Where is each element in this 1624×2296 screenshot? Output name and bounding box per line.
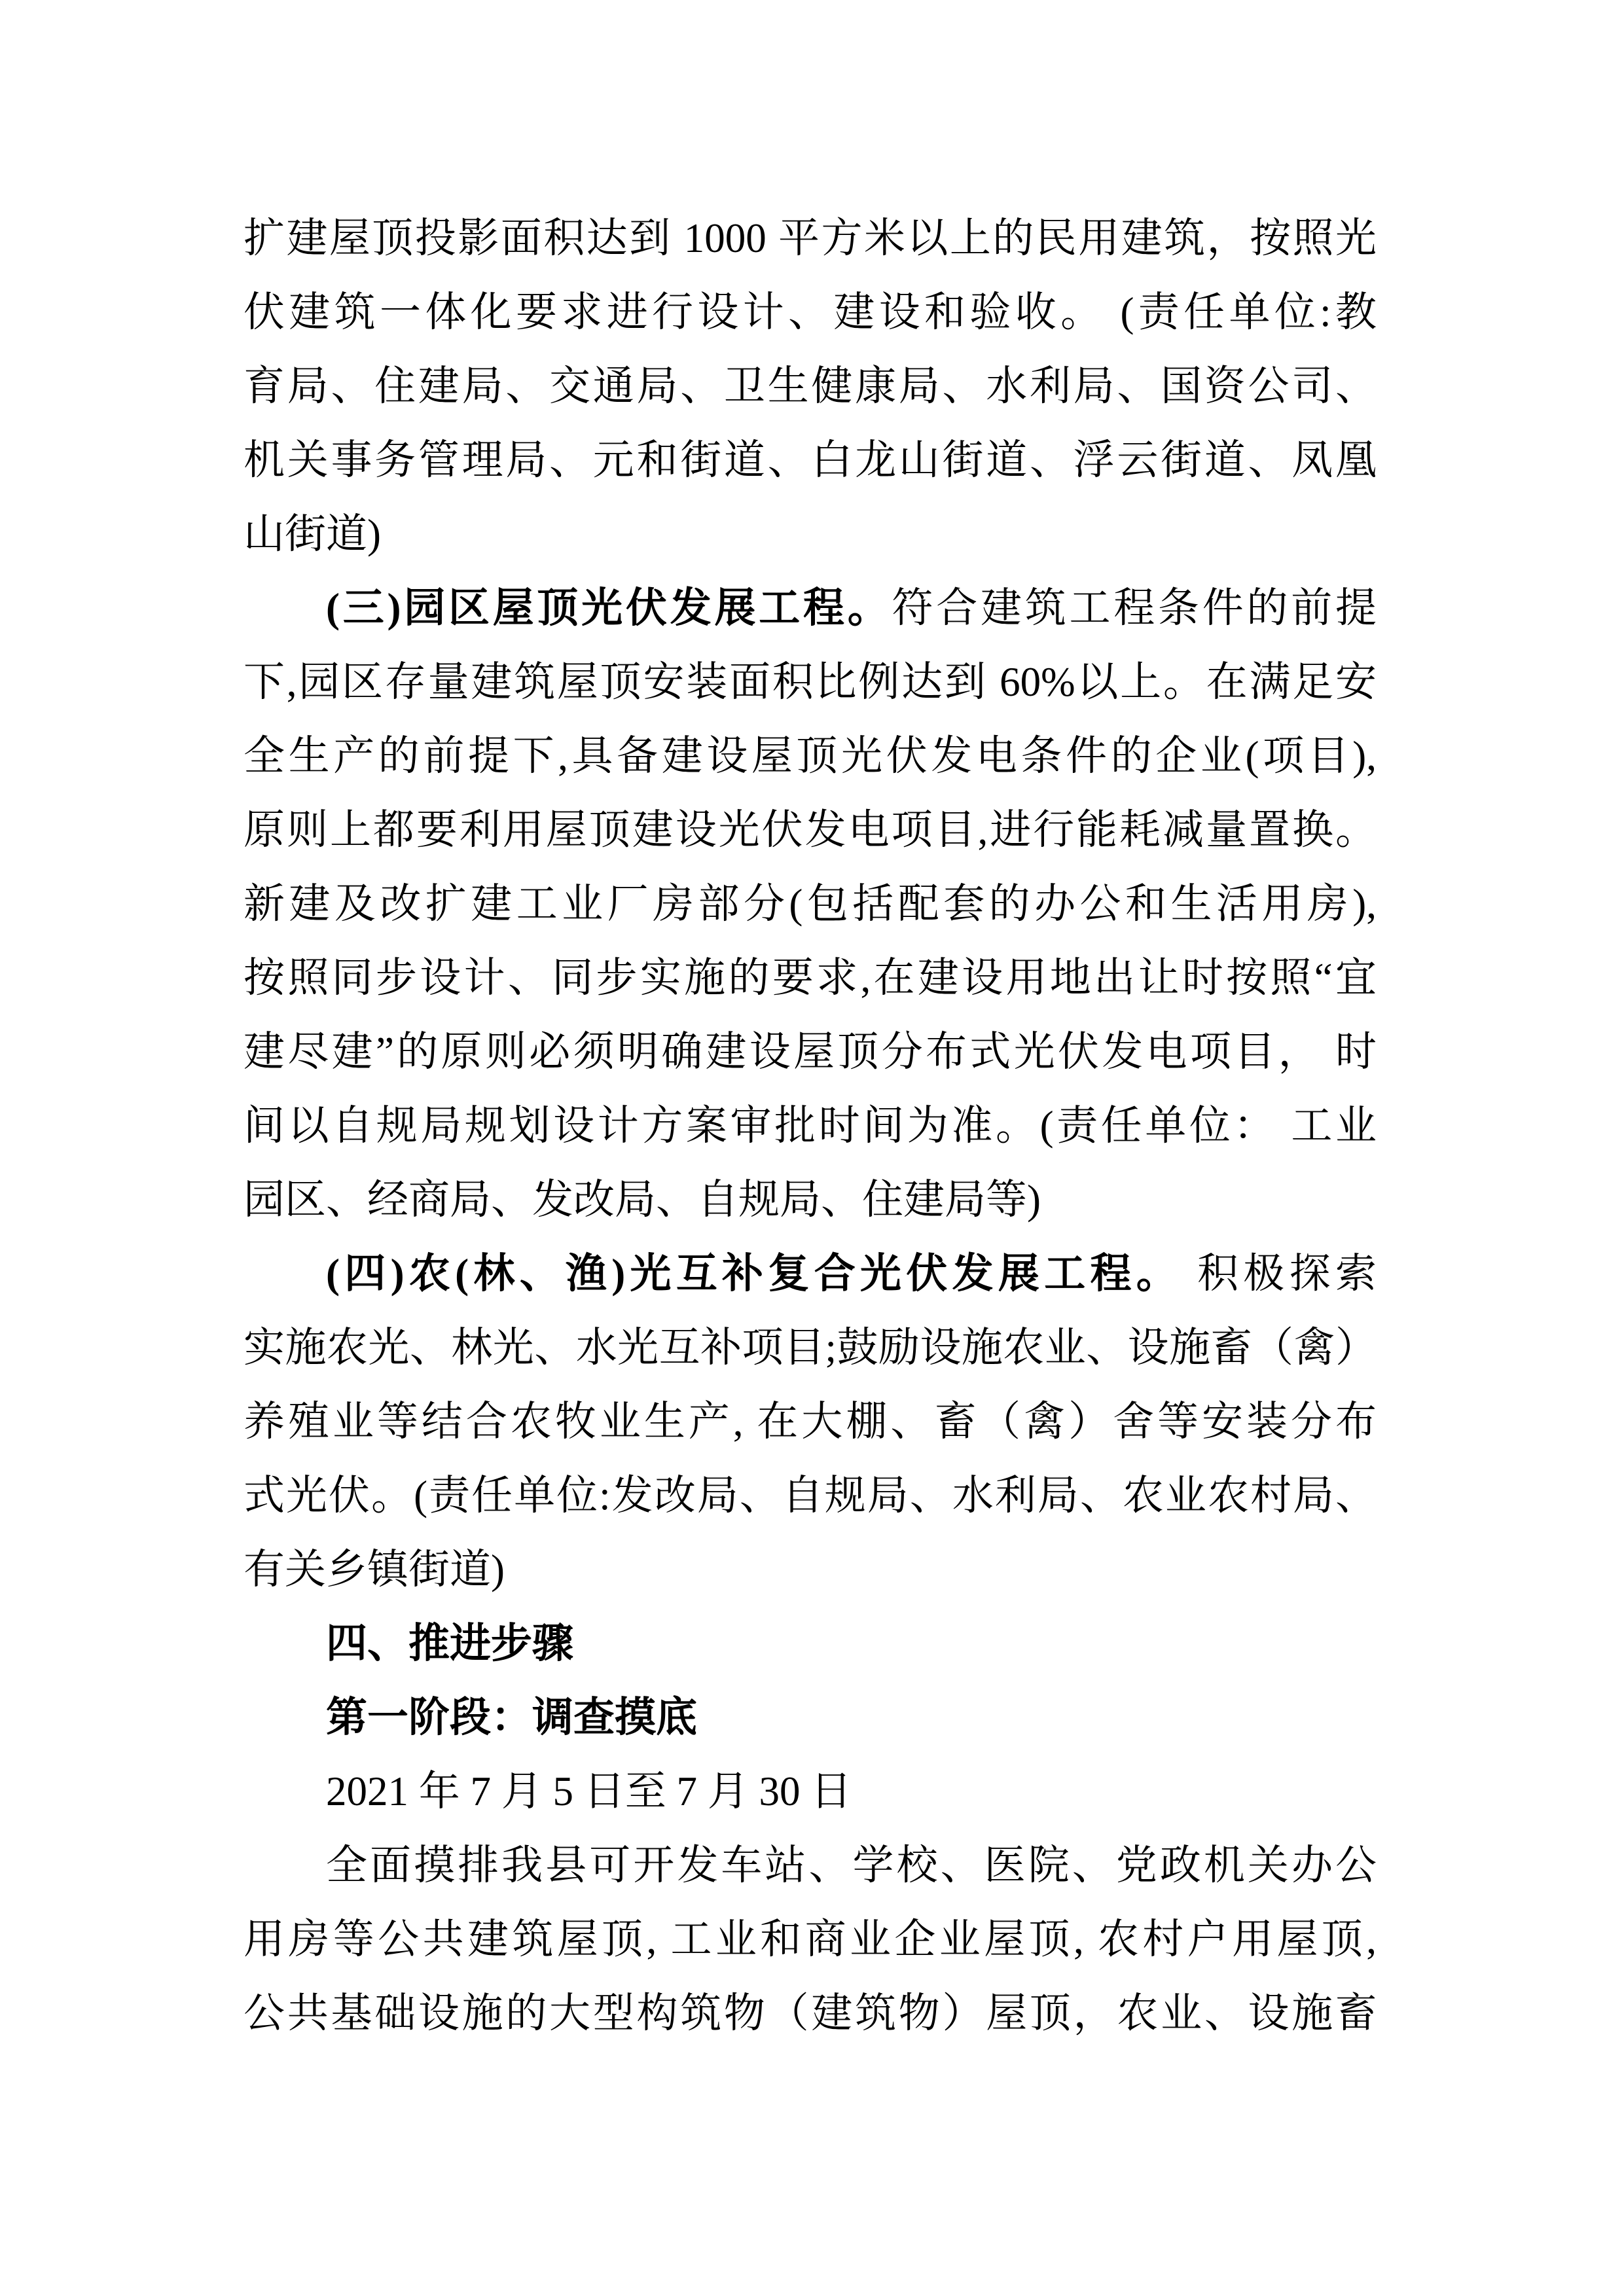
text-run: 原则上都要利用屋顶建设光伏发电项目,进行能耗减量置换。 [244, 807, 1377, 853]
text-line [244, 1903, 1377, 1977]
text-line [244, 941, 1377, 1015]
text-line [244, 423, 1377, 497]
text-line [244, 1977, 1377, 2051]
text-line [244, 1755, 1377, 1829]
text-run: 新建及改扩建工业厂房部分(包括配套的办公和生活用房), [244, 881, 1377, 927]
text-line [244, 1015, 1377, 1089]
text-line [244, 1385, 1377, 1459]
text-run: (四)农(林、渔)光互补复合光伏发展工程。 [326, 1251, 1183, 1297]
text-line [244, 867, 1377, 941]
text-run: 符合建筑工程条件的前提 [892, 585, 1377, 631]
text-run: 全生产的前提下,具备建设屋顶光伏发电条件的企业(项目), [244, 733, 1377, 779]
text-run: 伏建筑一体化要求进行设计、建设和验收。 (责任单位:教 [244, 289, 1377, 335]
text-line [244, 350, 1377, 423]
text-run: 式光伏。(责任单位:发改局、自规局、水利局、农业农村局、 [244, 1473, 1377, 1518]
text-run: 机关事务管理局、元和街道、白龙山街道、浮云街道、凤凰 [244, 437, 1377, 483]
text-run: 育局、住建局、交通局、卫生健康局、水利局、国资公司、 [244, 363, 1377, 409]
text-run: (三)园区屋顶光伏发展工程。 [326, 585, 892, 631]
text-run: 园区、经商局、发改局、自规局、住建局等) [244, 1177, 1041, 1223]
text-line [244, 1533, 1377, 1607]
text-run: 四、推进步骤 [326, 1621, 573, 1666]
text-run: 按照同步设计、同步实施的要求,在建设用地出让时按照“宜 [244, 955, 1377, 1001]
text-line [244, 1089, 1377, 1163]
text-line [244, 1237, 1377, 1311]
text-run: 建尽建”的原则必须明确建设屋顶分布式光伏发电项目， 时 [244, 1029, 1377, 1075]
document-body [244, 202, 1377, 2051]
text-run: 积极探索 [1182, 1251, 1377, 1297]
text-line [244, 1311, 1377, 1385]
text-line [244, 719, 1377, 793]
text-run: 公共基础设施的大型构筑物（建筑物）屋顶，农业、设施畜 [244, 1990, 1377, 2036]
text-line [244, 793, 1377, 867]
text-run: 间以自规局规划设计方案审批时间为准。(责任单位： 工业 [244, 1103, 1377, 1149]
text-run: 山街道) [244, 511, 381, 557]
text-line [244, 571, 1377, 645]
text-line [244, 1459, 1377, 1533]
text-run: 全面摸排我县可开发车站、学校、医院、党政机关办公 [326, 1842, 1377, 1888]
text-line [244, 1829, 1377, 1903]
text-run: 用房等公共建筑屋顶, 工业和商业企业屋顶, 农村户用屋顶, [244, 1916, 1377, 1962]
text-run: 养殖业等结合农牧业生产, 在大棚、畜（禽）舍等安装分布 [244, 1399, 1377, 1444]
text-run: 2021 年 7 月 5 日至 7 月 30 日 [326, 1768, 852, 1814]
text-line [244, 1163, 1377, 1237]
text-run: 实施农光、林光、水光互补项目;鼓励设施农业、设施畜（禽） [244, 1325, 1377, 1371]
text-line [244, 645, 1377, 719]
text-line [244, 1607, 1377, 1681]
text-run: 有关乡镇街道) [244, 1547, 505, 1592]
text-line [244, 202, 1377, 276]
text-line [244, 1681, 1377, 1755]
text-line [244, 276, 1377, 350]
text-run: 下,园区存量建筑屋顶安装面积比例达到 60%以上。在满足安 [244, 659, 1377, 705]
text-run: 扩建屋顶投影面积达到 1000 平方米以上的民用建筑，按照光 [244, 215, 1377, 261]
text-run: 第一阶段：调查摸底 [326, 1695, 697, 1740]
text-line [244, 497, 1377, 571]
